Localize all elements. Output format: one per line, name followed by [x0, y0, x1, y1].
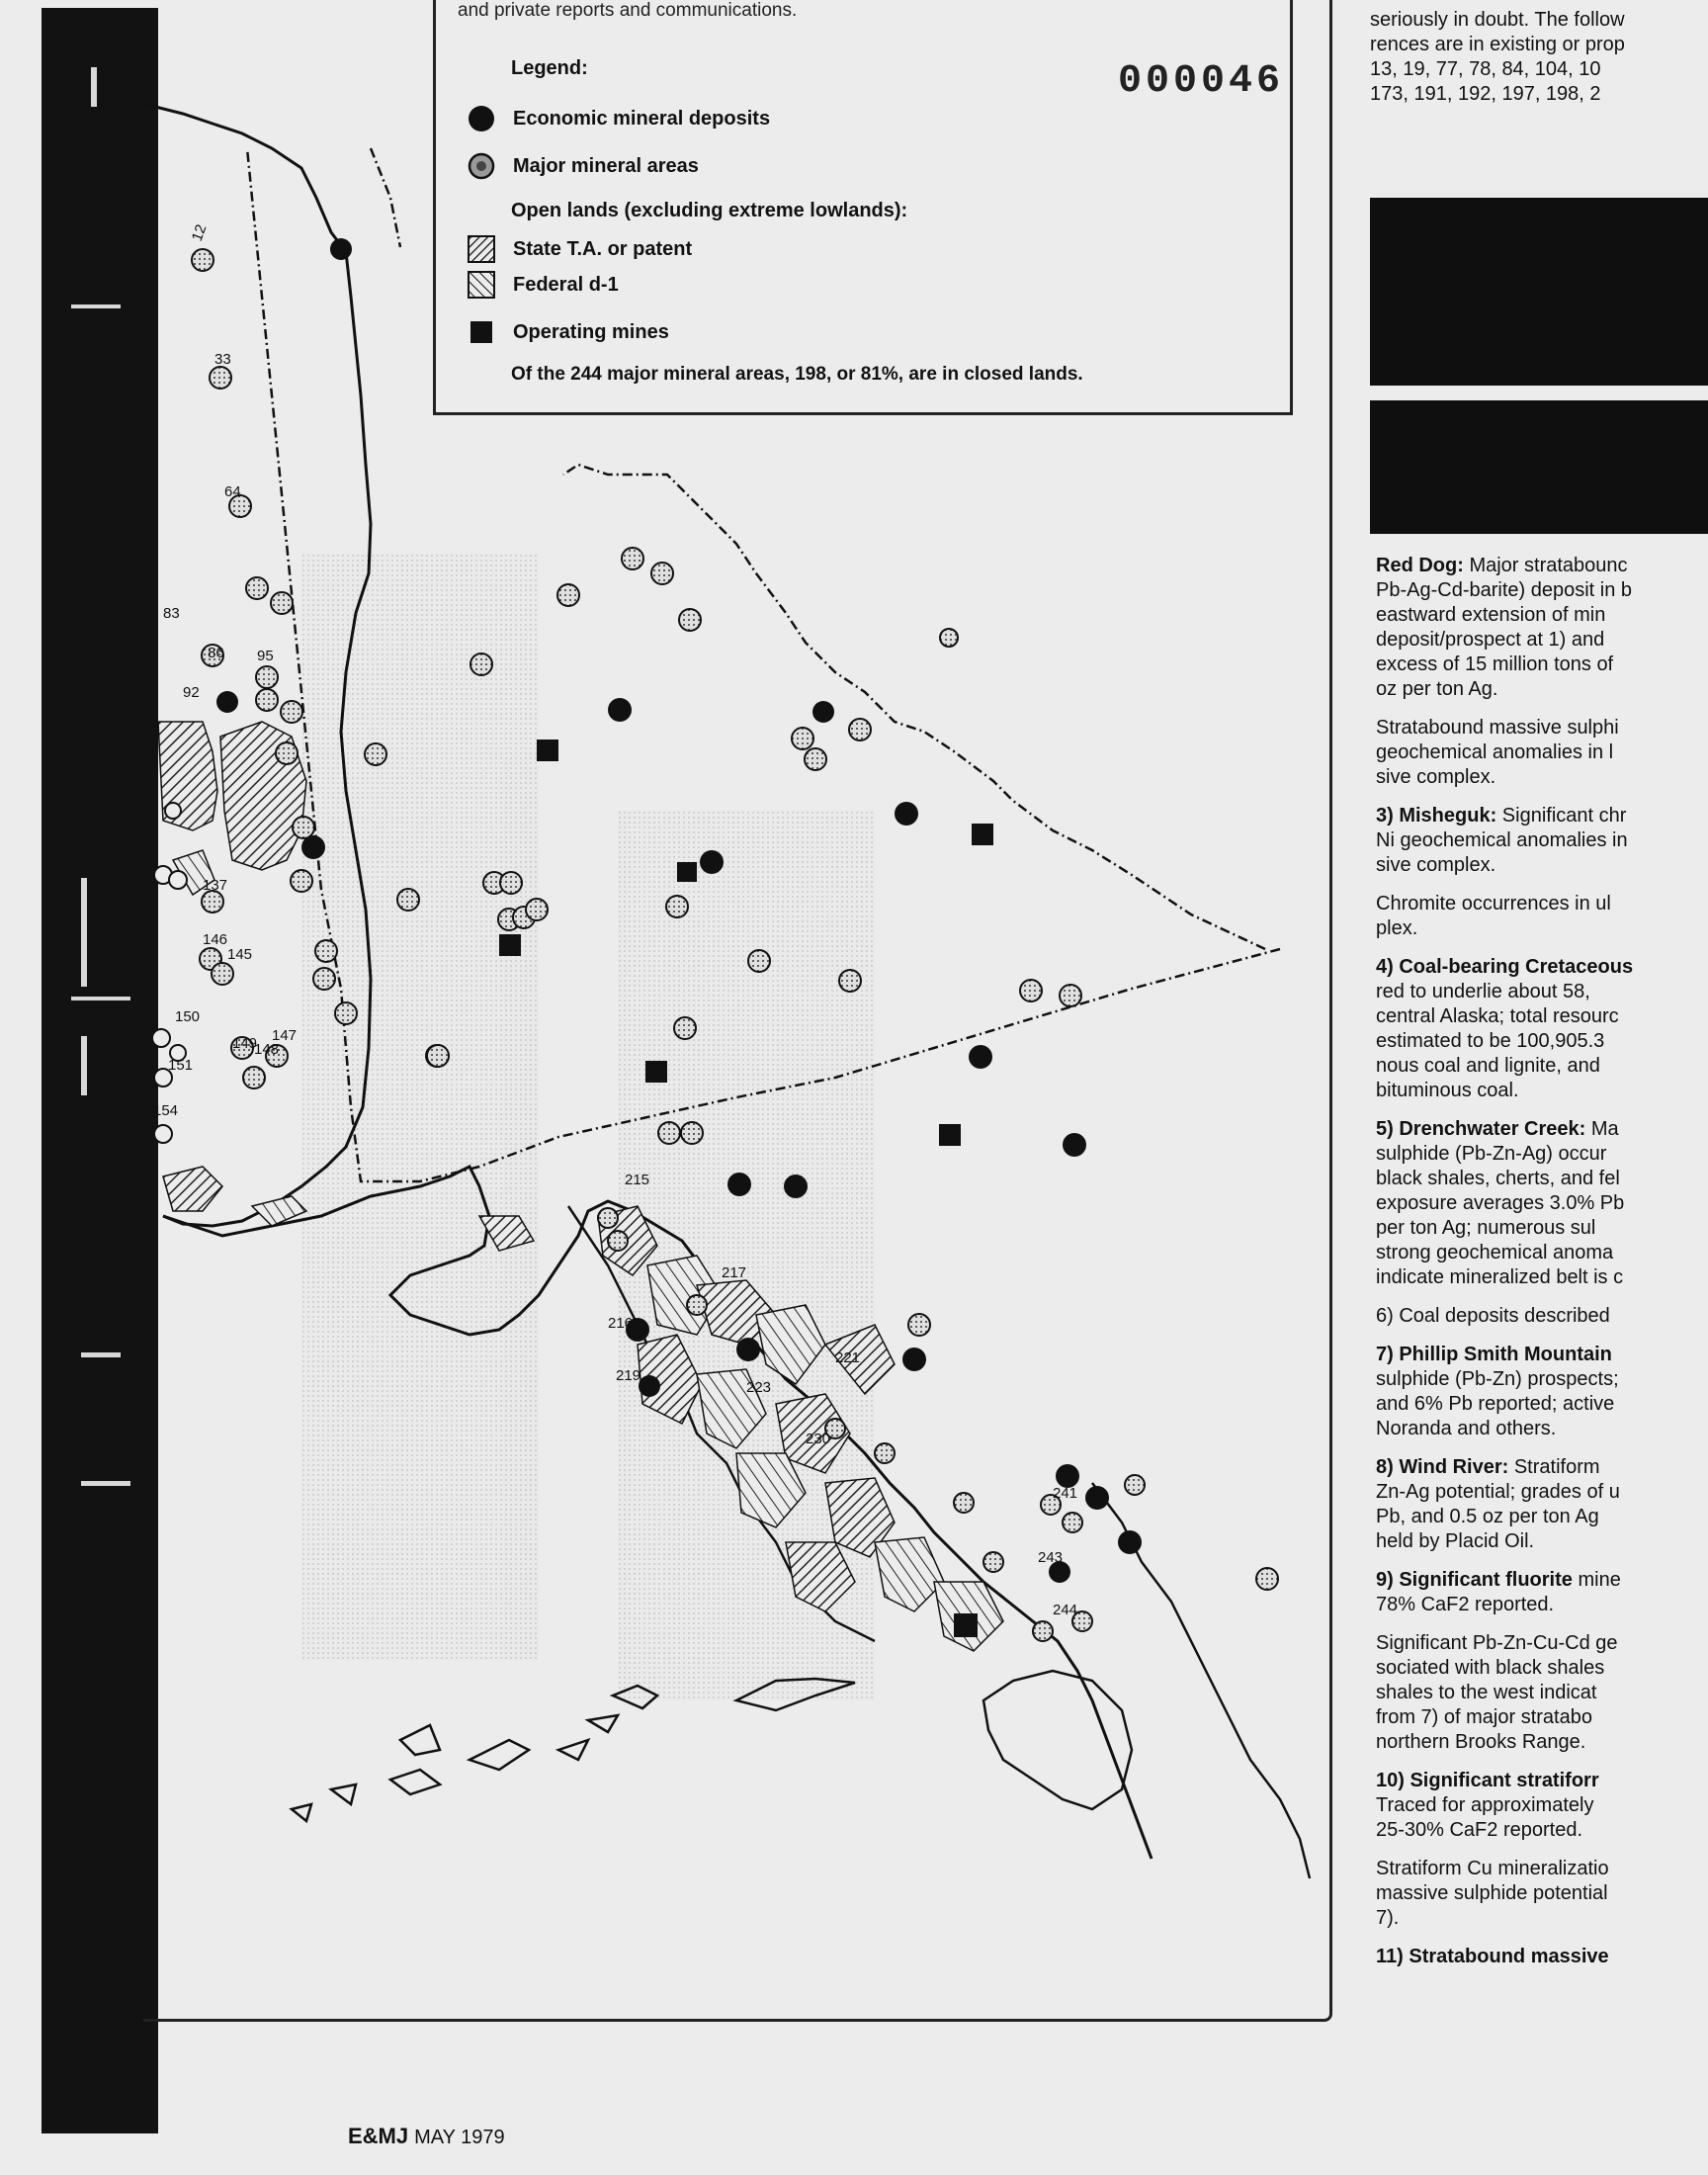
entry-line	[1376, 853, 1708, 878]
intro-line: seriously in doubt. The follow	[1370, 9, 1625, 31]
legend-row-federal	[466, 269, 619, 301]
binder-mark	[71, 304, 121, 308]
map-legend	[433, 0, 1293, 415]
entry-line	[1376, 1265, 1708, 1290]
entry-line	[1376, 955, 1708, 980]
entry-text: 25-30% CaF2 reported.	[1376, 1819, 1583, 1841]
entry-text: indicate mineralized belt is c	[1376, 1266, 1624, 1288]
entry-text: bituminous coal.	[1376, 1080, 1519, 1101]
entry-line	[1376, 578, 1708, 603]
map-label: 33	[214, 351, 231, 368]
map-label: 12	[188, 221, 211, 244]
map-label: 145	[227, 946, 253, 963]
binder-edge	[42, 8, 158, 2133]
entry-line	[1376, 1054, 1708, 1079]
entry-text: Major stratabounc	[1463, 555, 1628, 576]
entry-line	[1376, 1857, 1708, 1881]
entry-text: black shales, cherts, and fel	[1376, 1168, 1620, 1189]
binder-mark	[81, 1481, 130, 1486]
entry-line	[1376, 1681, 1708, 1705]
binder-mark	[81, 878, 87, 987]
entry-heading: 8) Wind River:	[1376, 1456, 1509, 1478]
legend-row-economic	[466, 103, 770, 134]
entry-heading: 11) Stratabound massive	[1376, 1946, 1609, 1967]
map-label: 146	[203, 931, 228, 948]
entry-text: sive complex.	[1376, 766, 1496, 788]
entry-line	[1376, 1505, 1708, 1529]
entry-heading: 9) Significant fluorite	[1376, 1569, 1573, 1591]
entry-heading: 4) Coal-bearing Cretaceous	[1376, 956, 1634, 978]
filled-square-icon	[466, 316, 497, 348]
entry-line	[1376, 1029, 1708, 1054]
entry-text: 78% CaF2 reported.	[1376, 1594, 1555, 1615]
map-label: 241	[1053, 1485, 1078, 1502]
entry-line	[1376, 1079, 1708, 1103]
redacted-block-2	[1370, 400, 1708, 534]
entry-text: Traced for approximately	[1376, 1794, 1594, 1816]
entry-text: Stratiform	[1508, 1456, 1600, 1478]
article-entry	[1376, 1631, 1708, 1755]
legend-label: State T.A. or patent	[513, 237, 693, 260]
legend-label: Federal d-1	[513, 273, 619, 296]
entry-line	[1376, 1417, 1708, 1441]
entry-line	[1376, 1906, 1708, 1931]
binder-mark	[81, 1352, 121, 1357]
entry-text: Zn-Ag potential; grades of u	[1376, 1481, 1620, 1503]
page-footer	[348, 2124, 505, 2149]
binder-mark	[71, 997, 130, 1000]
publication-date: MAY 1979	[414, 2127, 505, 2148]
entry-text: Chromite occurrences in ul	[1376, 893, 1611, 914]
article-entry	[1376, 1343, 1708, 1441]
entry-line	[1376, 1730, 1708, 1755]
filled-circle-icon	[466, 103, 497, 134]
map-label: 221	[835, 1349, 861, 1366]
map-label: 95	[257, 648, 274, 664]
entry-line	[1376, 1191, 1708, 1216]
entry-text: 6) Coal deposits described	[1376, 1305, 1610, 1327]
entry-line	[1376, 1945, 1708, 1969]
entry-text: plex.	[1376, 917, 1418, 939]
entry-text: sive complex.	[1376, 854, 1496, 876]
entry-line	[1376, 1343, 1708, 1367]
article-entry	[1376, 1304, 1708, 1329]
entry-text: sulphide (Pb-Zn-Ag) occur	[1376, 1143, 1607, 1165]
entry-text: per ton Ag; numerous sul	[1376, 1217, 1596, 1239]
entry-text: excess of 15 million tons of	[1376, 653, 1614, 675]
open-lands-heading: Open lands (excluding extreme lowlands):	[511, 200, 908, 221]
state-hatch-square-icon	[466, 233, 497, 265]
entry-list	[1376, 554, 1708, 1983]
entry-line	[1376, 740, 1708, 765]
entry-line	[1376, 1167, 1708, 1191]
map-label: 86	[208, 645, 224, 661]
entry-text: Ma	[1585, 1118, 1619, 1140]
entry-text: Significant chr	[1496, 805, 1627, 826]
entry-line	[1376, 916, 1708, 941]
map-label: 137	[203, 877, 228, 894]
entry-line	[1376, 1455, 1708, 1480]
entry-text: deposit/prospect at 1) and	[1376, 629, 1605, 651]
entry-line	[1376, 1216, 1708, 1241]
legend-label: Economic mineral deposits	[513, 107, 771, 130]
entry-line	[1376, 828, 1708, 853]
entry-line	[1376, 1793, 1708, 1818]
map-label: 154	[153, 1102, 179, 1119]
article-entry	[1376, 1945, 1708, 1969]
entry-text: massive sulphide potential	[1376, 1882, 1608, 1904]
entry-text: red to underlie about 58,	[1376, 981, 1590, 1002]
article-entry	[1376, 1117, 1708, 1290]
entry-line	[1376, 1593, 1708, 1617]
entry-line	[1376, 1367, 1708, 1392]
entry-line	[1376, 1392, 1708, 1417]
entry-text: nous coal and lignite, and	[1376, 1055, 1600, 1077]
intro-line: rences are in existing or prop	[1370, 34, 1625, 55]
map-label: 83	[163, 605, 180, 622]
entry-text: Noranda and others.	[1376, 1418, 1557, 1439]
entry-line	[1376, 1529, 1708, 1554]
north-boundary	[371, 148, 400, 247]
map-label: 230	[806, 1431, 831, 1447]
entry-line	[1376, 1004, 1708, 1029]
entry-line	[1376, 1656, 1708, 1681]
entry-text: central Alaska; total resourc	[1376, 1005, 1619, 1027]
entry-line	[1376, 892, 1708, 916]
entry-heading: 10) Significant stratiforr	[1376, 1770, 1599, 1791]
entry-text: shales to the west indicat	[1376, 1682, 1597, 1703]
entry-text: exposure averages 3.0% Pb	[1376, 1192, 1625, 1214]
print-through-texture	[301, 554, 875, 1700]
entry-text: eastward extension of min	[1376, 604, 1606, 626]
map-label: 92	[183, 684, 200, 701]
entry-text: from 7) of major stratabo	[1376, 1706, 1592, 1728]
map-label: 147	[272, 1027, 298, 1044]
binder-mark	[81, 1036, 87, 1095]
entry-line	[1376, 1117, 1708, 1142]
binder-mark	[91, 67, 97, 107]
entry-text: sulphide (Pb-Zn) prospects;	[1376, 1368, 1619, 1390]
entry-line	[1376, 804, 1708, 828]
entry-text: and 6% Pb reported; active	[1376, 1393, 1615, 1415]
article-entry	[1376, 892, 1708, 941]
intro-text	[1370, 8, 1708, 107]
publication-logo: E&MJ	[348, 2124, 409, 2148]
entry-line	[1376, 1881, 1708, 1906]
entry-line	[1376, 1705, 1708, 1730]
entry-line	[1376, 554, 1708, 578]
map-label: 215	[625, 1172, 650, 1188]
entry-line	[1376, 628, 1708, 652]
entry-line	[1376, 1142, 1708, 1167]
entry-text: Stratiform Cu mineralizatio	[1376, 1858, 1609, 1879]
entry-heading: Red Dog:	[1376, 555, 1464, 576]
entry-text: mine	[1572, 1569, 1621, 1591]
entry-text: Stratabound massive sulphi	[1376, 717, 1619, 739]
entry-line	[1376, 980, 1708, 1004]
map-label: 149	[232, 1035, 258, 1052]
entry-heading: 7) Phillip Smith Mountain	[1376, 1344, 1612, 1365]
map-label: 244	[1053, 1602, 1078, 1618]
kodiak-island	[983, 1671, 1132, 1809]
legend-row-major	[466, 150, 699, 182]
entry-text: Pb, and 0.5 oz per ton Ag	[1376, 1506, 1599, 1527]
map-label: 151	[168, 1057, 194, 1074]
entry-text: geochemical anomalies in l	[1376, 741, 1614, 763]
article-entry	[1376, 955, 1708, 1103]
entry-line	[1376, 677, 1708, 702]
article-entry	[1376, 1857, 1708, 1931]
entry-text: sociated with black shales	[1376, 1657, 1605, 1679]
entry-line	[1376, 1480, 1708, 1505]
article-entry	[1376, 716, 1708, 790]
map-label: 64	[224, 483, 241, 500]
entry-text: held by Placid Oil.	[1376, 1530, 1535, 1552]
map-label: 219	[616, 1367, 641, 1384]
intro-line: 13, 19, 77, 78, 84, 104, 10	[1370, 58, 1601, 80]
entry-text: 7).	[1376, 1907, 1400, 1929]
entry-line	[1376, 1769, 1708, 1793]
entry-line	[1376, 716, 1708, 740]
entry-line	[1376, 1631, 1708, 1656]
legend-row-mines	[466, 316, 669, 348]
legend-label: Major mineral areas	[513, 154, 699, 177]
hatched-circle-icon	[466, 150, 497, 182]
entry-text: estimated to be 100,905.3	[1376, 1030, 1605, 1052]
article-entry	[1376, 1568, 1708, 1617]
entry-line	[1376, 1568, 1708, 1593]
entry-text: northern Brooks Range.	[1376, 1731, 1586, 1753]
entry-text: Ni geochemical anomalies in	[1376, 829, 1628, 851]
article-entry	[1376, 1769, 1708, 1843]
map-number-labels	[153, 222, 1077, 1618]
entry-text: strong geochemical anoma	[1376, 1242, 1614, 1263]
article-entry	[1376, 804, 1708, 878]
entry-heading: 5) Drenchwater Creek:	[1376, 1118, 1586, 1140]
legend-row-state	[466, 233, 692, 265]
entry-text: Significant Pb-Zn-Cu-Cd ge	[1376, 1632, 1618, 1654]
entry-heading: 3) Misheguk:	[1376, 805, 1497, 826]
map-label: 216	[608, 1315, 634, 1332]
map-label: 148	[254, 1041, 280, 1058]
entry-line	[1376, 1818, 1708, 1843]
document-number: 000046	[1118, 59, 1285, 104]
entry-line	[1376, 1304, 1708, 1329]
article-entry	[1376, 1455, 1708, 1554]
entry-text: Pb-Ag-Cd-barite) deposit in b	[1376, 579, 1633, 601]
federal-hatch-square-icon	[466, 269, 497, 301]
article-column	[1370, 0, 1708, 2175]
legend-title: Legend:	[511, 57, 588, 79]
map-label: 243	[1038, 1549, 1064, 1566]
entry-line	[1376, 603, 1708, 628]
intro-line: 173, 191, 192, 197, 198, 2	[1370, 83, 1601, 105]
article-entry	[1376, 554, 1708, 702]
redacted-block-1	[1370, 198, 1708, 386]
legend-caption: and private reports and communications.	[458, 0, 798, 21]
map-label: 150	[175, 1008, 201, 1025]
entry-line	[1376, 1241, 1708, 1265]
entry-line	[1376, 652, 1708, 677]
legend-label: Operating mines	[513, 320, 669, 343]
legend-summary: Of the 244 major mineral areas, 198, or 81%, are in closed lands.	[511, 364, 1083, 385]
entry-text: oz per ton Ag.	[1376, 678, 1498, 700]
map-label: 217	[722, 1264, 747, 1281]
entry-line	[1376, 765, 1708, 790]
map-label: 223	[746, 1379, 772, 1396]
